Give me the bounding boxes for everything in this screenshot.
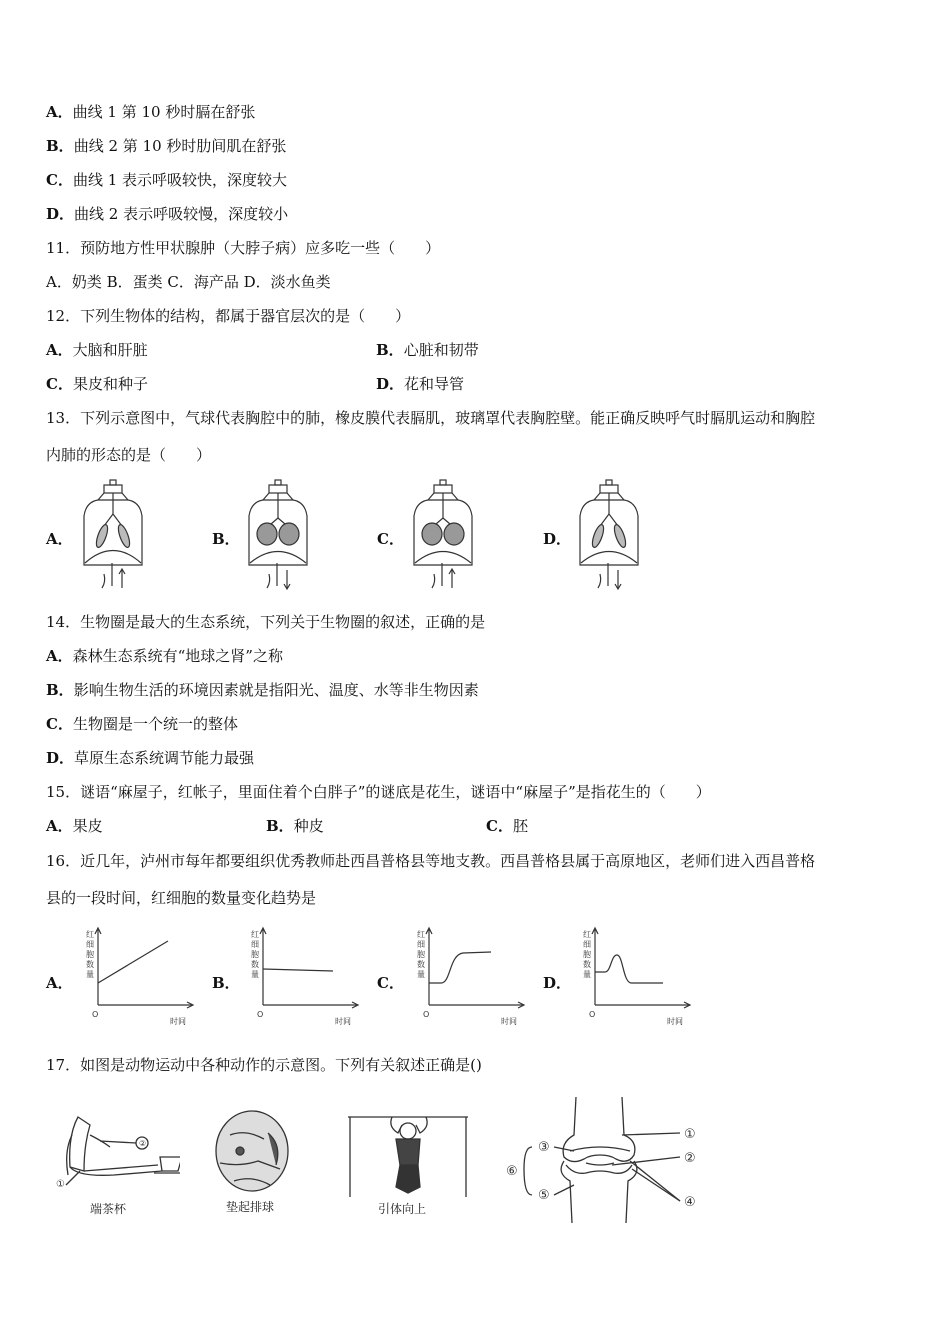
svg-text:O: O [92, 1010, 99, 1019]
q16-label-d: D． [543, 974, 572, 992]
q16-label-b: B． [212, 974, 240, 992]
joint-structure-figure [500, 1095, 710, 1225]
svg-text:细: 细 [86, 940, 94, 949]
svg-text:胞: 胞 [86, 950, 94, 959]
svg-text:量: 量 [583, 970, 591, 979]
q12-option-a: A．大脑和肝脏 [46, 341, 148, 359]
svg-text:O: O [589, 1010, 596, 1019]
q16-label-a: A． [46, 974, 73, 992]
caption-volleyball: 垫起排球 [226, 1200, 275, 1214]
svg-text:时间: 时间 [170, 1017, 186, 1026]
q11-stem: 11．预防地方性甲状腺肿（大脖子病）应多吃一些（ ） [46, 239, 441, 257]
svg-text:时间: 时间 [501, 1017, 517, 1026]
q16-label-c: C． [377, 974, 404, 992]
q17-figures [50, 1095, 750, 1230]
pullup-figure [340, 1105, 480, 1225]
svg-text:红: 红 [417, 930, 425, 939]
svg-text:时间: 时间 [667, 1017, 683, 1026]
q14-option-a: A．森林生态系统有“地球之肾”之称 [46, 647, 283, 665]
q12-stem: 12．下列生物体的结构，都属于器官层次的是（ ） [46, 307, 411, 325]
q13-label-c: C． [377, 530, 404, 548]
bell-jar-d-figure [572, 478, 652, 593]
q12-option-b: B．心脏和韧带 [376, 341, 479, 359]
q16-stem-line2: 县的一段时间，红细胞的数量变化趋势是 [46, 889, 317, 907]
svg-text:数: 数 [251, 960, 259, 969]
svg-text:胞: 胞 [583, 950, 591, 959]
q13-label-d: D． [543, 530, 572, 548]
svg-text:①: ① [684, 1127, 696, 1142]
graph-c-figure [411, 925, 541, 1030]
q13-figures [46, 478, 906, 593]
svg-text:红: 红 [251, 930, 259, 939]
svg-text:红: 红 [86, 930, 94, 939]
bell-jar-c-figure [406, 478, 486, 593]
svg-text:②: ② [139, 1139, 147, 1148]
q12-option-d: D．花和导管 [376, 375, 465, 393]
q16-graphs [46, 925, 906, 1030]
q10-option-c: C．曲线 1 表示呼吸较快，深度较大 [46, 171, 288, 189]
svg-text:量: 量 [86, 970, 94, 979]
q14-stem: 14．生物圈是最大的生态系统，下列关于生物圈的叙述，正确的是 [46, 613, 486, 631]
q15-stem: 15．谜语“麻屋子，红帐子，里面住着个白胖子”的谜底是花生，谜语中“麻屋子”是指花生的（ ） [46, 783, 711, 801]
svg-text:红: 红 [583, 930, 591, 939]
q10-option-d: D．曲线 2 表示呼吸较慢，深度较小 [46, 205, 289, 223]
svg-text:细: 细 [583, 940, 591, 949]
bell-jar-a-figure [76, 478, 156, 593]
svg-text:O: O [423, 1010, 430, 1019]
holding-cup-figure [50, 1105, 180, 1225]
q15-option-b: B．种皮 [266, 817, 324, 835]
q13-label-b: B． [212, 530, 240, 548]
svg-text:⑤: ⑤ [538, 1188, 550, 1203]
svg-text:数: 数 [583, 960, 591, 969]
q13-stem-line2: 内肺的形态的是（ ） [46, 446, 212, 464]
svg-text:胞: 胞 [251, 950, 259, 959]
q13-stem-line1: 13．下列示意图中，气球代表胸腔中的肺，橡皮膜代表膈肌，玻璃罩代表胸腔壁。能正确反映呼气时膈肌运动和胸腔 [46, 409, 816, 427]
q16-stem-line1: 16．近几年，泸州市每年都要组织优秀教师赴西昌普格县等地支教。西昌普格县属于高原地区，老师们进入西昌普格 [46, 852, 816, 870]
svg-text:时间: 时间 [335, 1017, 351, 1026]
svg-text:细: 细 [251, 940, 259, 949]
caption-pullup: 引体向上 [378, 1202, 427, 1216]
svg-text:数: 数 [86, 960, 94, 969]
graph-b-figure [245, 925, 375, 1030]
q12-option-c: C．果皮和种子 [46, 375, 148, 393]
q14-option-b: B．影响生物生活的环境因素就是指阳光、温度、水等非生物因素 [46, 681, 479, 699]
caption-holding-cup: 端茶杯 [90, 1202, 127, 1216]
svg-text:③: ③ [538, 1140, 550, 1155]
svg-text:量: 量 [251, 970, 259, 979]
q11-options: A．奶类 B．蛋类 C．海产品 D．淡水鱼类 [46, 273, 331, 291]
svg-text:④: ④ [684, 1195, 696, 1210]
q10-option-b: B．曲线 2 第 10 秒时肋间肌在舒张 [46, 137, 287, 155]
svg-text:数: 数 [417, 960, 425, 969]
svg-text:⑥: ⑥ [506, 1164, 518, 1179]
svg-text:①: ① [56, 1179, 65, 1190]
volleyball-figure [210, 1105, 315, 1225]
bell-jar-b-figure [241, 478, 321, 593]
q15-option-a: A．果皮 [46, 817, 103, 835]
svg-text:②: ② [684, 1151, 696, 1166]
q10-option-a: A．曲线 1 第 10 秒时膈在舒张 [46, 103, 256, 121]
svg-text:细: 细 [417, 940, 425, 949]
svg-text:胞: 胞 [417, 950, 425, 959]
svg-text:O: O [257, 1010, 264, 1019]
svg-text:量: 量 [417, 970, 425, 979]
q17-stem: 17．如图是动物运动中各种动作的示意图。下列有关叙述正确是() [46, 1056, 482, 1074]
q13-label-a: A． [46, 530, 73, 548]
q14-option-d: D．草原生态系统调节能力最强 [46, 749, 255, 767]
q14-option-c: C．生物圈是一个统一的整体 [46, 715, 238, 733]
graph-d-figure [577, 925, 707, 1030]
graph-a-figure [80, 925, 210, 1030]
q15-option-c: C．胚 [486, 817, 528, 835]
